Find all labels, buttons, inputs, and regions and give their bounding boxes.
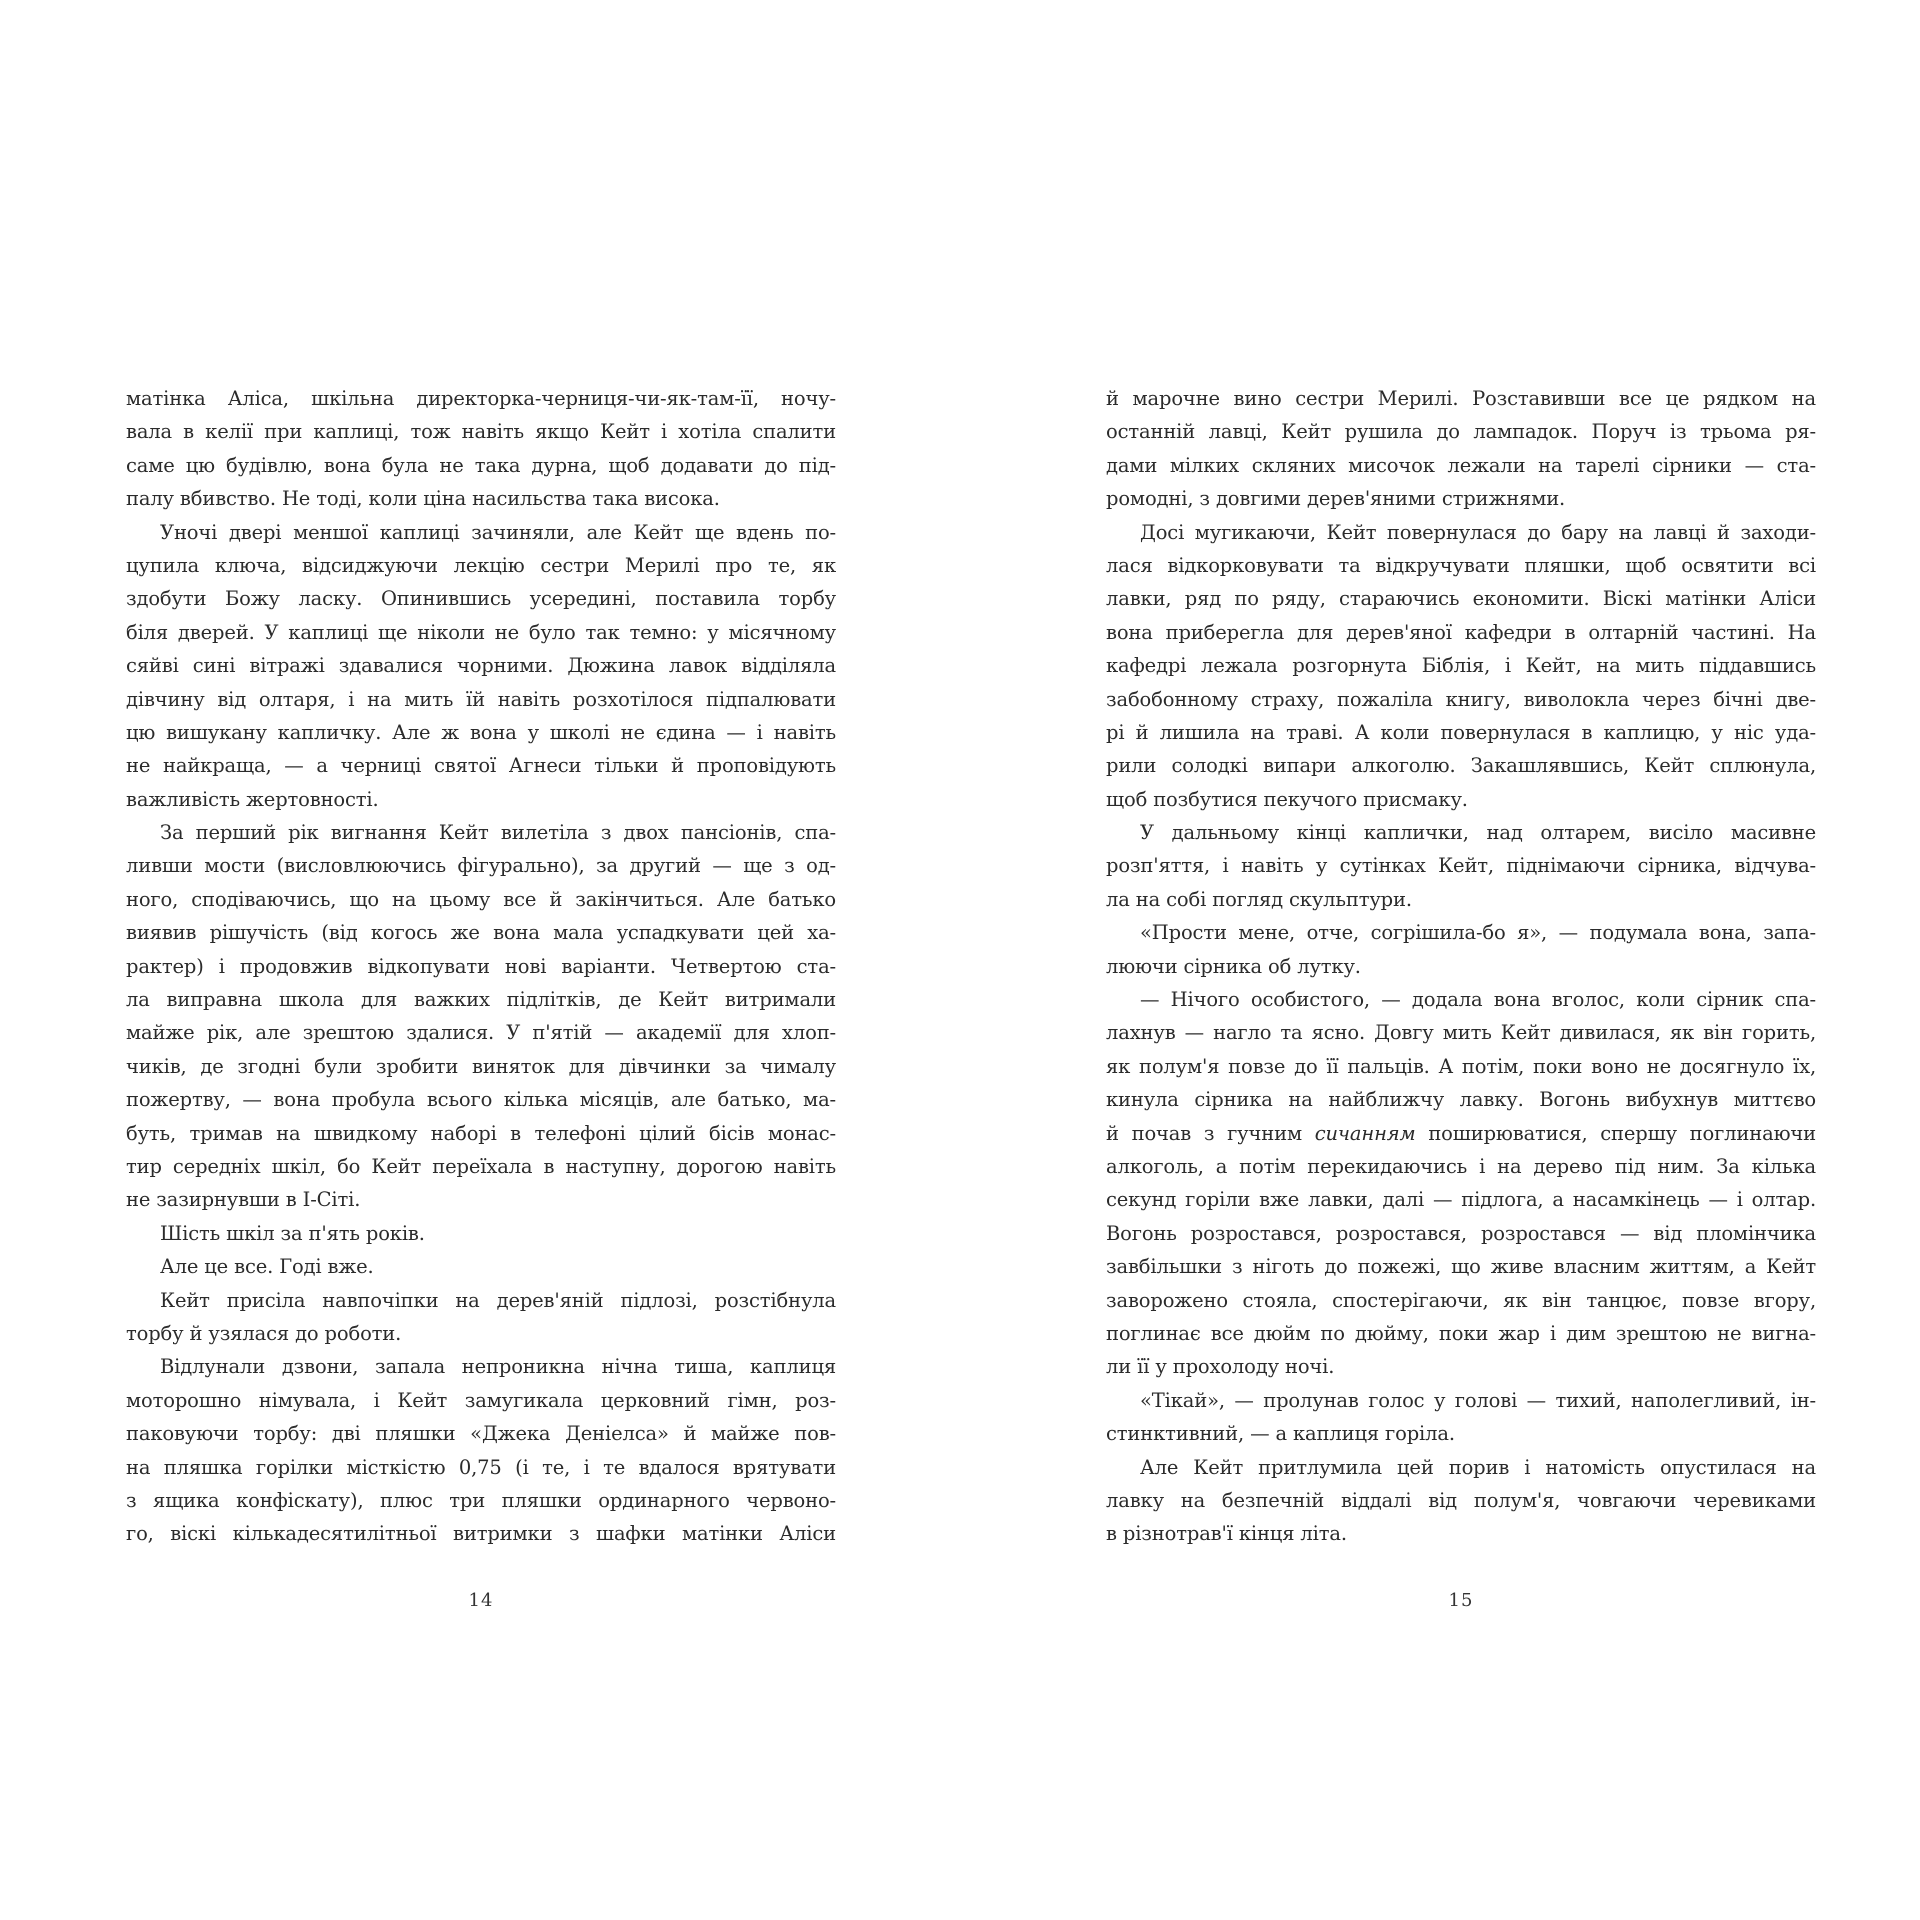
left-page-text	[126, 382, 836, 1551]
text-line: Але Кейт притлумила цей порив і натомість опустилася на	[1140, 1455, 1816, 1479]
text-line: кинула сірника на найближчу лавку. Вогонь вибухнув миттєво	[1106, 1088, 1816, 1112]
text-line: тир середніх шкіл, бо Кейт переїхала в наступну, дорогою навіть	[126, 1154, 836, 1178]
right-page	[1106, 382, 1816, 1622]
text-line: не найкраща, — а черниці святої Агнеси тільки й проповідують	[126, 754, 836, 778]
right-page-text	[1106, 382, 1816, 1551]
text-line: секунд горіли вже лавки, далі — підлога, а насамкінець — і олтар.	[1106, 1188, 1816, 1212]
text-line: виявив рішучість (від когось же вона мала успадкувати цей ха-	[126, 921, 836, 945]
text-line: Але це все. Годі вже.	[160, 1255, 374, 1279]
text-line: чиків, де згодні були зробити виняток для дівчинки за чималу	[126, 1054, 836, 1078]
text-line: поглинає все дюйм по дюйму, поки жар і дим зрештою не вигна-	[1106, 1321, 1816, 1345]
text-line: вона приберегла для дерев'яної кафедри в олтарній частині. На	[1106, 620, 1816, 644]
text-line: ромодні, з довгими дерев'яними стрижнями.	[1106, 487, 1566, 511]
left-page-number: 14	[468, 1590, 494, 1611]
text-line: матінка Аліса, шкільна директорка-черниця-чи-як-там-її, ночу-	[126, 387, 836, 410]
text-line: й марочне вино сестри Мерилі. Розставивши все це рядком на	[1106, 387, 1816, 410]
text-line: рили солодкі випари алкоголю. Закашлявшись, Кейт сплюнула,	[1106, 754, 1816, 778]
text-line: саме цю будівлю, вона була не така дурна, щоб додавати до під-	[126, 453, 836, 477]
text-line: дівчину від олтаря, і на мить їй навіть розхотілося підпалювати	[126, 687, 836, 711]
text-line: У дальньому кінці каплички, над олтарем, висіло масивне	[1140, 821, 1816, 845]
text-line: з ящика конфіскату), плюс три пляшки ординарного червоно-	[126, 1488, 836, 1512]
text-line: палу вбивство. Не тоді, коли ціна насильства така висока.	[126, 487, 720, 511]
text-line: завбільшки з ніготь до пожежі, що живе власним життям, а Кейт	[1106, 1255, 1816, 1279]
text-line: Відлунали дзвони, запала непроникна нічна тиша, каплиця	[160, 1355, 836, 1379]
text-line: Досі мугикаючи, Кейт повернулася до бару на лавці й заходи-	[1140, 520, 1816, 544]
text-line: го, віскі кількадесятилітньої витримки з шафки матінки Аліси	[126, 1522, 836, 1546]
text-line: Уночі двері меншої каплиці зачиняли, але Кейт ще вдень по-	[160, 520, 836, 544]
text-line: й почав з гучним сичанням поширюватися, спершу поглинаючи	[1106, 1121, 1816, 1145]
text-line: заворожено стояла, спостерігаючи, як він танцює, повзе вгору,	[1106, 1288, 1816, 1312]
text-line: здобути Божу ласку. Опинившись усередині, поставила торбу	[126, 587, 836, 611]
text-line: моторошно німувала, і Кейт замугикала церковний гімн, роз-	[126, 1388, 836, 1412]
text-line: стинктивний, — а каплиця горіла.	[1106, 1422, 1455, 1446]
text-line: на пляшка горілки місткістю 0,75 (і те, і те вдалося врятувати	[126, 1455, 836, 1479]
text-line: розп'яття, і навіть у сутінках Кейт, піднімаючи сірника, відчува-	[1106, 854, 1816, 878]
text-line: не зазирнувши в І-Сіті.	[126, 1188, 361, 1212]
text-line: останній лавці, Кейт рушила до лампадок. Поруч із трьома ря-	[1106, 420, 1816, 444]
text-line: — Нічого особистого, — додала вона вголос, коли сірник спа-	[1140, 988, 1816, 1012]
text-line: рі й лишила на траві. А коли повернулася в каплицю, у ніс уда-	[1106, 720, 1816, 744]
text-line: ли її у прохолоду ночі.	[1106, 1355, 1335, 1379]
text-line: торбу й узялася до роботи.	[126, 1321, 402, 1345]
text-line: «Тікай», — пролунав голос у голові — тихий, наполегливий, ін-	[1140, 1388, 1816, 1412]
text-line: пожертву, — вона пробула всього кілька місяців, але батько, ма-	[126, 1088, 836, 1112]
text-line: лавку на безпечній віддалі від полум'я, човгаючи черевиками	[1106, 1488, 1816, 1512]
text-line: Вогонь розростався, розростався, розростався — від пломінчика	[1106, 1221, 1816, 1245]
text-line: паковуючи торбу: дві пляшки «Джека Деніелса» й майже пов-	[126, 1422, 836, 1446]
text-line: буть, тримав на швидкому наборі в телефоні цілий бісів монас-	[126, 1121, 836, 1145]
text-line: рактер) і продовжив відкопувати нові варіанти. Четвертою ста-	[126, 954, 836, 978]
text-line: вала в келії при каплиці, тож навіть якщо Кейт і хотіла спалити	[126, 420, 836, 444]
text-line: біля дверей. У каплиці ще ніколи не було так темно: у місячному	[126, 620, 836, 644]
text-line: цю вишукану капличку. Але ж вона у школі не єдина — і навіть	[126, 720, 836, 744]
text-line: забобонному страху, пожаліла книгу, виволокла через бічні две-	[1106, 687, 1816, 711]
text-line: щоб позбутися пекучого присмаку.	[1106, 787, 1468, 811]
text-line: в різнотрав'ї кінця літа.	[1106, 1522, 1347, 1546]
text-line: сяйві сині вітражі здавалися чорними. Дюжина лавок відділяла	[126, 654, 836, 678]
text-line: як полум'я повзе до її пальців. А потім, поки воно не досягнуло їх,	[1106, 1054, 1816, 1078]
text-line: За перший рік вигнання Кейт вилетіла з двох пансіонів, спа-	[160, 821, 836, 845]
text-line: Кейт присіла навпочіпки на дерев'яній підлозі, розстібнула	[160, 1288, 836, 1312]
text-line: цупила ключа, відсиджуючи лекцію сестри Мерилі про те, як	[126, 553, 836, 577]
right-page-number: 15	[1448, 1590, 1474, 1611]
text-line: лахнув — нагло та ясно. Довгу мить Кейт дивилася, як він горить,	[1106, 1021, 1816, 1045]
text-line: алкоголь, а потім перекидаючись і на дерево під ним. За кілька	[1106, 1154, 1816, 1178]
left-page	[126, 382, 836, 1622]
text-line: люючи сірника об лутку.	[1106, 954, 1361, 978]
text-line: Шість шкіл за п'ять років.	[160, 1221, 425, 1245]
text-line: ла на собі погляд скульптури.	[1106, 887, 1412, 911]
text-line: кафедрі лежала розгорнута Біблія, і Кейт, на мить піддавшись	[1106, 654, 1816, 678]
text-line: ла виправна школа для важких підлітків, де Кейт витримали	[126, 988, 836, 1012]
text-line: лавки, ряд по ряду, стараючись економити. Віскі матінки Аліси	[1106, 587, 1816, 611]
text-line: дами мілких скляних мисочок лежали на тарелі сірники — ста-	[1106, 453, 1816, 477]
text-line: важливість жертовності.	[126, 787, 379, 811]
text-line: ного, сподіваючись, що на цьому все й закінчиться. Але батько	[126, 887, 836, 911]
text-line: лася відкорковувати та відкручувати пляшки, щоб освятити всі	[1106, 553, 1816, 577]
text-line: ливши мости (висловлюючись фігурально), за другий — ще з од-	[126, 854, 836, 878]
text-line: «Прости мене, отче, согрішила-бо я», — подумала вона, запа-	[1140, 921, 1816, 945]
text-line: майже рік, але зрештою здалися. У п'ятій — академії для хлоп-	[126, 1021, 836, 1045]
